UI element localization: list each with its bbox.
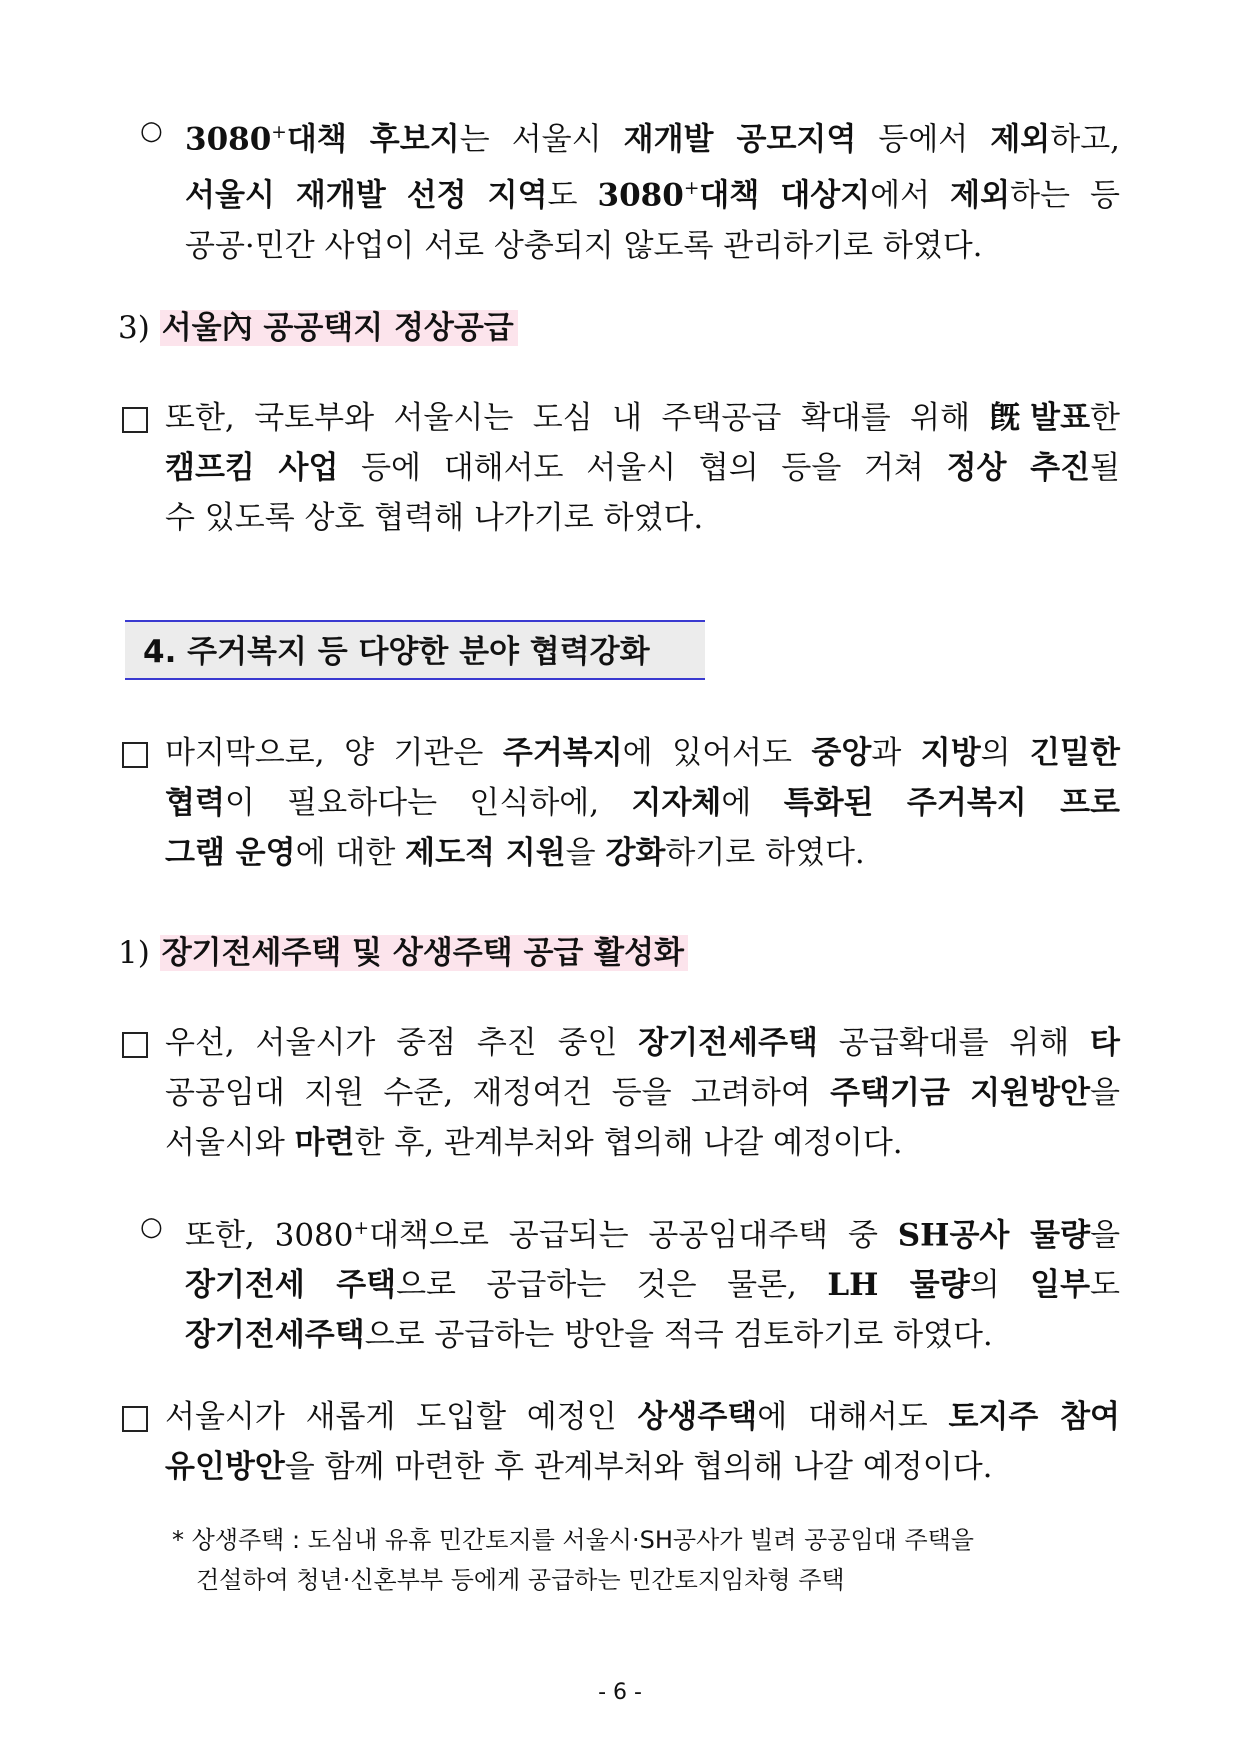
line: 공공·민간 사업이 서로 상충되지 않도록 관리하기로 하였다. xyxy=(185,227,983,264)
line: 장기전세주택으로 공급하는 방안을 적극 검토하기로 하였다. xyxy=(185,1317,993,1354)
line: 서울시와 마련한 후, 관계부처와 협의해 나갈 예정이다. xyxy=(165,1125,903,1161)
subheading-1: 1) 장기전세주택 및 상생주택 공급 활성화 xyxy=(118,928,688,978)
paragraph-long-term-jeonse xyxy=(165,1018,1120,1168)
subheading-title: 장기전세주택 및 상생주택 공급 활성화 xyxy=(160,935,688,971)
section-heading-4: 4. 주거복지 등 다양한 분야 협력강화 xyxy=(125,620,705,680)
line: 유인방안을 함께 마련한 후 관계부처와 협의해 나갈 예정이다. xyxy=(165,1449,993,1485)
line: 서울시가 새롭게 도입할 예정인 상생주택에 대해서도 토지주 참여 xyxy=(165,1399,1120,1435)
line: 그램 운영에 대한 제도적 지원을 강화하기로 하였다. xyxy=(165,835,865,871)
paragraph-3080-exclusion xyxy=(185,108,1120,271)
line: 캠프킴 사업 등에 대해서도 서울시 협의 등을 거쳐 정상 추진될 xyxy=(165,450,1121,486)
footnote-line: 건설하여 청년·신혼부부 등에게 공급하는 민간토지임차형 주택 xyxy=(196,1566,845,1594)
checkbox-bullet xyxy=(122,742,148,768)
line: 우선, 서울시가 중점 추진 중인 장기전세주택 공급확대를 위해 타 xyxy=(165,1025,1120,1061)
line: 수 있도록 상호 협력해 나가기로 하였다. xyxy=(165,500,704,536)
line: 또한, 국토부와 서울시는 도심 내 주택공급 확대를 위해 旣발표한 xyxy=(165,400,1120,436)
footnote-line: * 상생주택 : 도심내 유휴 민간토지를 서울시·SH공사가 빌려 공공임대 주택을 xyxy=(172,1526,974,1554)
line: 3080+대책 후보지는 서울시 재개발 공모지역 등에서 제외하고, xyxy=(185,121,1121,158)
paragraph-camp-kim xyxy=(165,393,1120,543)
subheading-title: 서울內 공공택지 정상공급 xyxy=(160,310,518,346)
line: 장기전세 주택으로 공급하는 것은 물론, LH 물량의 일부도 xyxy=(185,1267,1120,1304)
line: 또한, 3080+대책으로 공급되는 공공임대주택 중 SH공사 물량을 xyxy=(185,1217,1121,1254)
paragraph-housing-welfare xyxy=(165,728,1120,878)
paragraph-sangsaeng-housing xyxy=(165,1392,1120,1492)
line: 공공임대 지원 수준, 재정여건 등을 고려하여 주택기금 지원방안을 xyxy=(165,1075,1120,1111)
line: 마지막으로, 양 기관은 주거복지에 있어서도 중앙과 지방의 긴밀한 xyxy=(165,735,1120,771)
footnote xyxy=(172,1520,1132,1600)
checkbox-bullet xyxy=(122,1406,148,1432)
checkbox-bullet xyxy=(122,1032,148,1058)
checkbox-bullet xyxy=(122,407,148,433)
paragraph-sh-lh-supply xyxy=(185,1204,1120,1360)
page-number: - 6 - xyxy=(598,1680,642,1705)
bullet-circle: ○ xyxy=(140,116,163,146)
line: 협력이 필요하다는 인식하에, 지자체에 특화된 주거복지 프로 xyxy=(165,785,1120,821)
bullet-circle: ○ xyxy=(140,1212,163,1242)
subheading-3: 3) 서울內 공공택지 정상공급 xyxy=(118,303,518,353)
line: 서울시 재개발 선정 지역도 3080+대책 대상지에서 제외하는 등 xyxy=(185,177,1120,214)
